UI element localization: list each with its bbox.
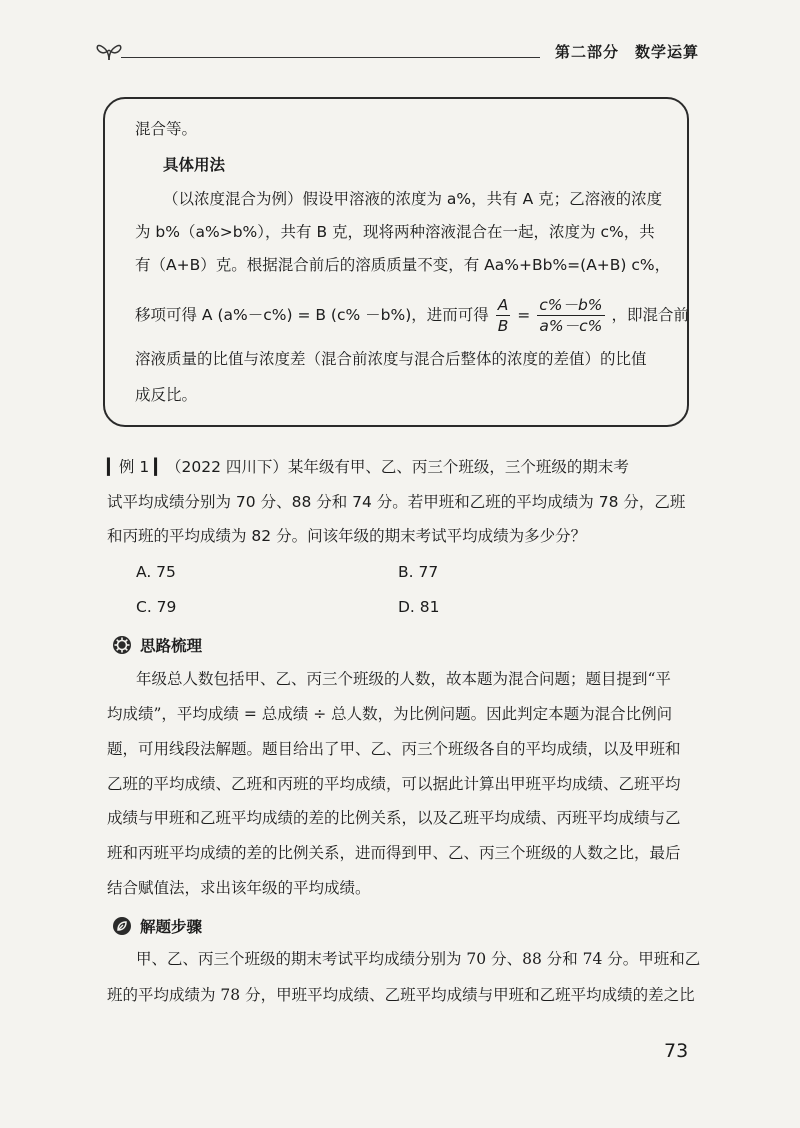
analysis-heading [112, 634, 202, 656]
analysis-heading-text: 思路梳理 [140, 637, 203, 655]
box-line: 溶液质量的比值与浓度差（混合前浓度与混合后整体的浓度的差值）的比值 [135, 350, 647, 368]
method-box [103, 97, 689, 427]
fraction-numerator: c%－b% [539, 296, 603, 314]
header-rule [121, 57, 540, 58]
leaf-badge-icon [112, 916, 132, 936]
fraction-a-over-b [496, 295, 511, 336]
analysis-line: 乙班的平均成绩、乙班和丙班的平均成绩，可以据此计算出甲班平均成绩、乙班平均 [107, 775, 681, 793]
box-line: 混合等。 [135, 120, 198, 138]
box-line: 有（A+B）克。根据混合前后的溶质质量不变，有 Aa%+Bb%=(A+B) c%， [135, 256, 671, 274]
fraction-denominator: a%－c% [539, 317, 603, 335]
page-header [95, 36, 705, 66]
section-title: 第二部分 数学运算 [554, 43, 699, 61]
page-number: 73 [664, 1040, 689, 1062]
option-a: A. 75 [136, 563, 176, 581]
analysis-line: 结合赋值法，求出该年级的平均成绩。 [107, 879, 371, 897]
fraction-concentration [537, 295, 604, 336]
box-line: 为 b%（a%>b%），共有 B 克，现将两种溶液混合在一起，浓度为 c%，共 [135, 223, 655, 241]
leaf-icon [95, 40, 123, 62]
example-line: 和丙班的平均成绩为 82 分。问该年级的期末考试平均成绩为多少分？ [107, 527, 587, 545]
solution-line: 甲、乙、丙三个班级的期末考试平均成绩分别为 70 分、88 分和 74 分。甲班和乙 [136, 950, 701, 968]
analysis-line: 题，可用线段法解题。题目给出了甲、乙、丙三个班级各自的平均成绩，以及甲班和 [107, 740, 681, 758]
fraction-denominator: B [497, 317, 509, 335]
solution-heading [112, 915, 202, 937]
formula-prefix: 移项可得 A (a%－c%) = B (c% －b%)，进而可得 [135, 306, 489, 324]
option-b: B. 77 [398, 563, 439, 581]
equals-sign: = [517, 306, 531, 324]
option-d: D. 81 [398, 598, 440, 616]
box-formula-line [135, 295, 689, 336]
solution-line: 班的平均成绩为 78 分，甲班平均成绩、乙班平均成绩与甲班和乙班平均成绩的差之比 [107, 986, 695, 1004]
option-c: C. 79 [136, 598, 177, 616]
solution-heading-text: 解题步骤 [140, 918, 203, 936]
analysis-line: 成绩与甲班和乙班平均成绩的差的比例关系，以及乙班平均成绩、丙班平均成绩与乙 [107, 809, 681, 827]
box-line: 成反比。 [135, 386, 198, 404]
fraction-numerator: A [497, 296, 509, 314]
analysis-line: 班和丙班平均成绩的差的比例关系，进而得到甲、乙、丙三个班级的人数之比，最后 [107, 844, 681, 862]
box-subheading: 具体用法 [163, 156, 226, 174]
analysis-line: 年级总人数包括甲、乙、丙三个班级的人数，故本题为混合问题；题目提到“平 [136, 670, 671, 688]
example-line: 试平均成绩分别为 70 分、88 分和 74 分。若甲班和乙班的平均成绩为 78 分，乙班 [107, 493, 686, 511]
example-line: ▎例 1 ▎（2022 四川下）某年级有甲、乙、丙三个班级，三个班级的期末考 [107, 458, 629, 476]
box-line: （以浓度混合为例）假设甲溶液的浓度为 a%，共有 A 克；乙溶液的浓度 [163, 190, 663, 208]
gear-icon [112, 635, 132, 655]
formula-suffix: ，即混合前 [611, 306, 689, 324]
analysis-line: 均成绩”，平均成绩 = 总成绩 ÷ 总人数，为比例问题。因此判定本题为混合比例问 [107, 705, 673, 723]
